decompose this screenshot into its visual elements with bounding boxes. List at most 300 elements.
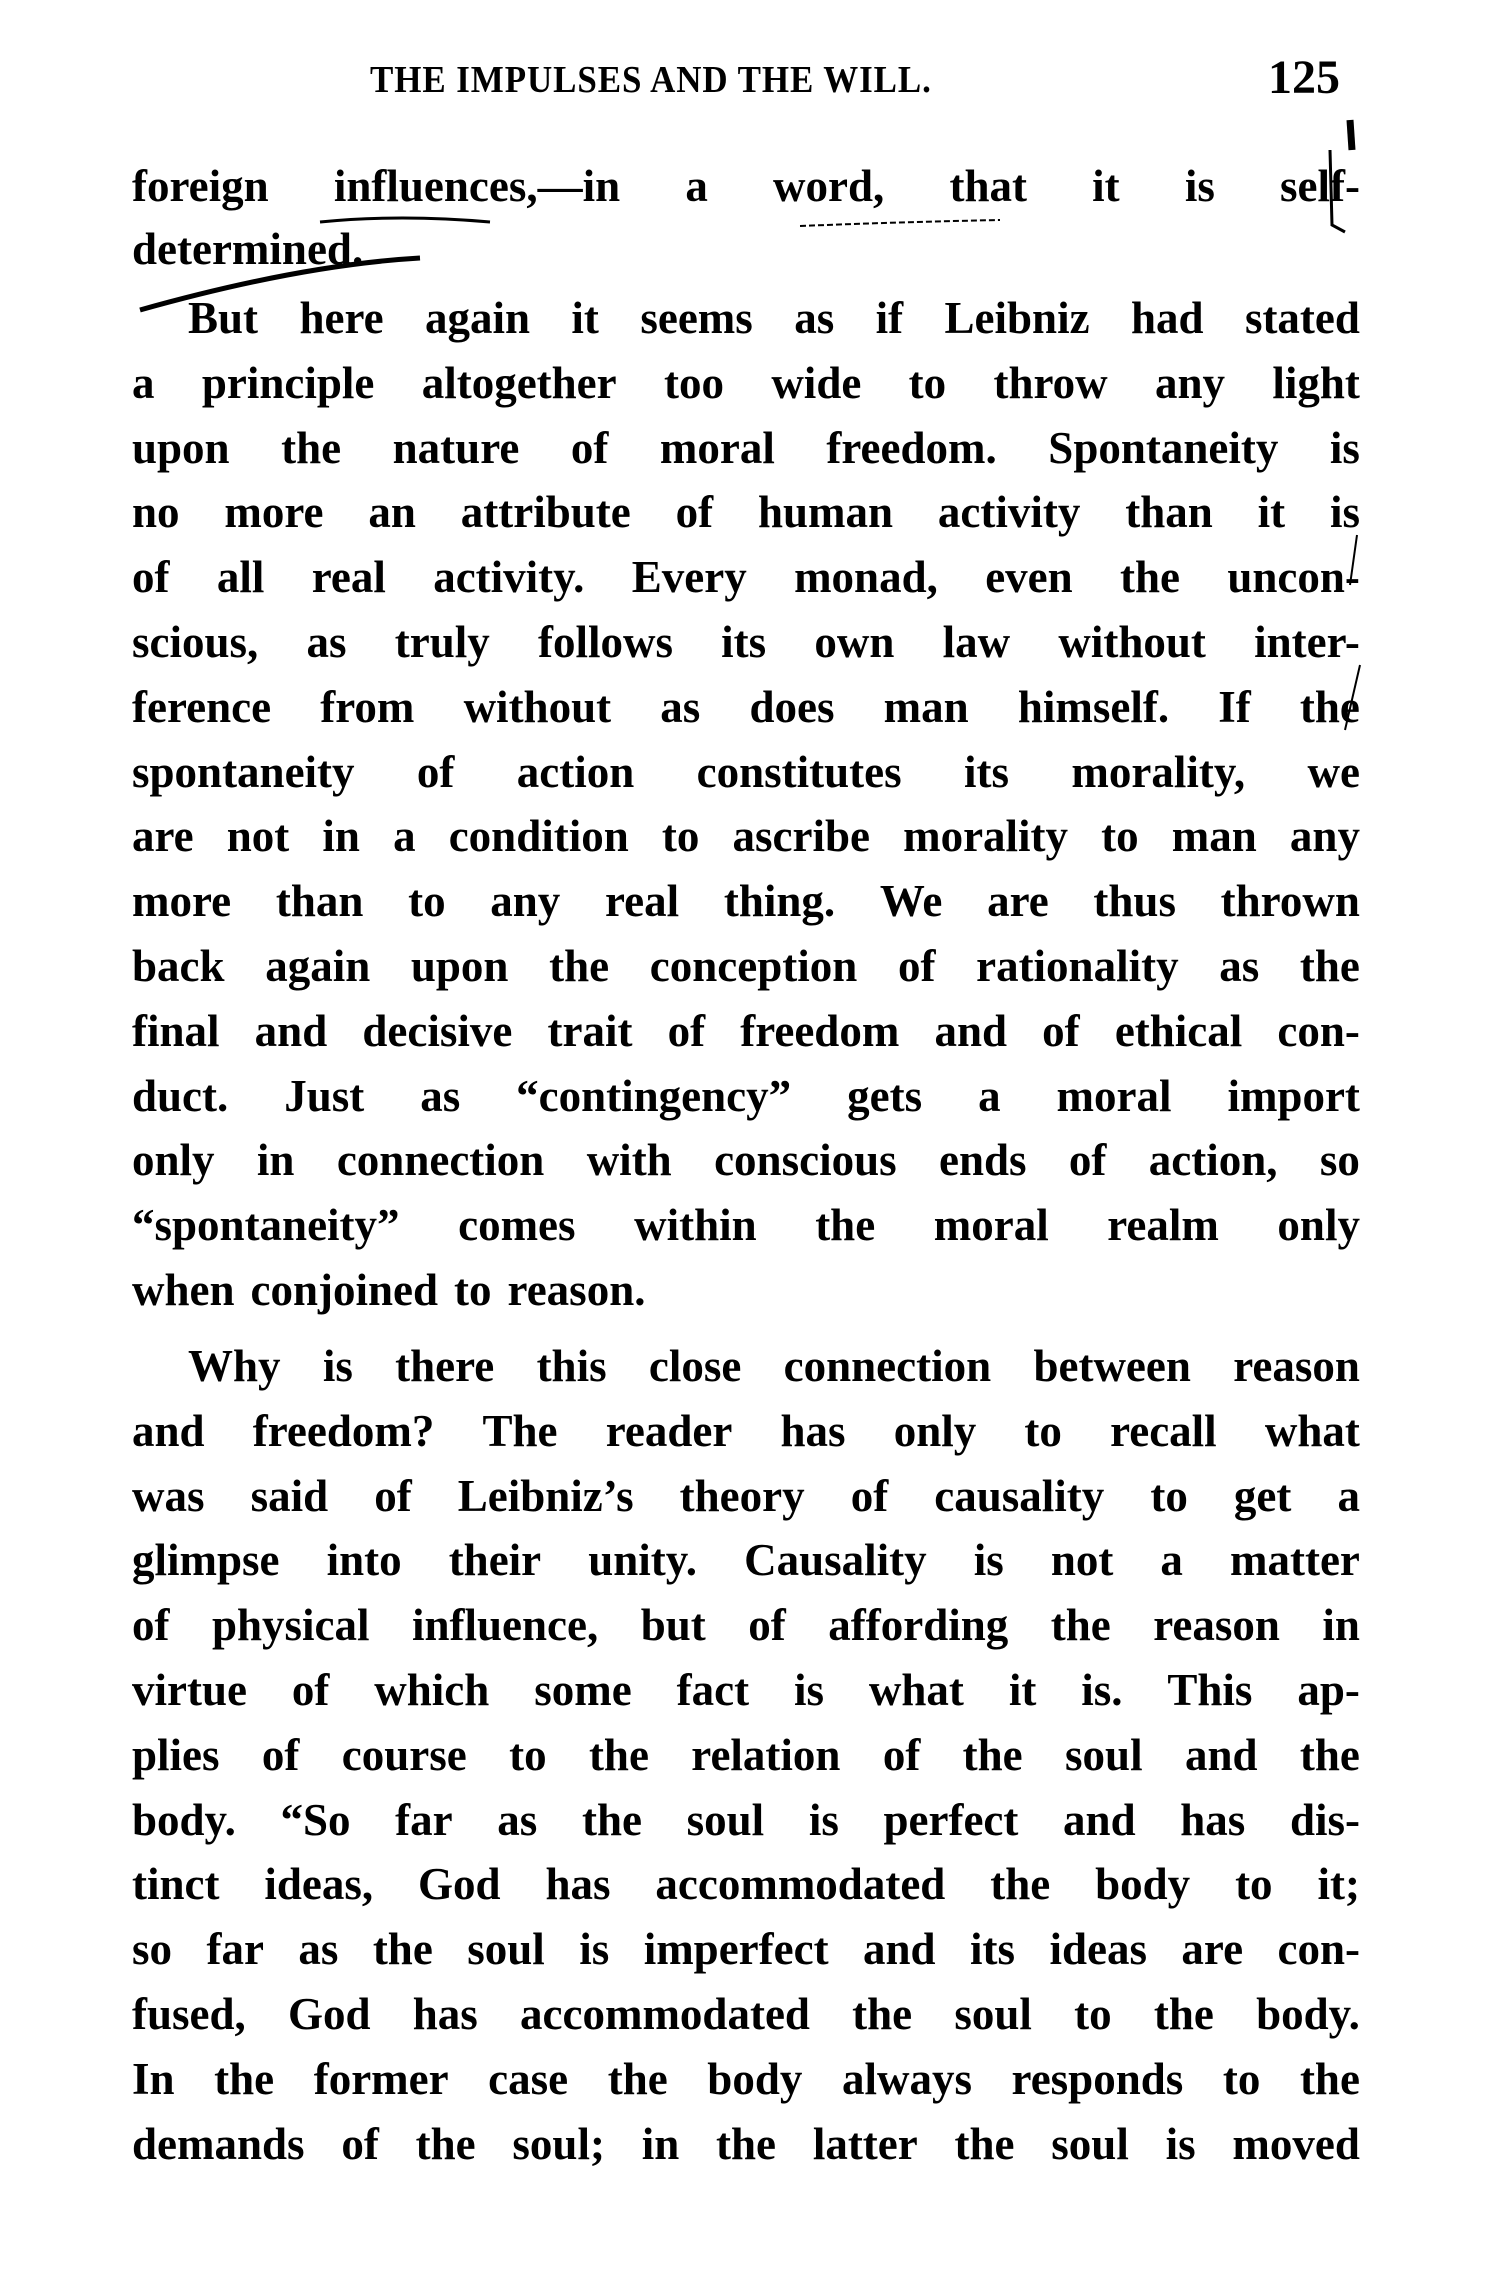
word: of — [667, 1005, 706, 1056]
word: too — [663, 357, 724, 408]
word: of — [882, 1729, 921, 1780]
word: man — [883, 681, 969, 732]
word: as — [420, 1070, 461, 1121]
word: so — [1319, 1135, 1360, 1186]
word: the — [588, 1729, 649, 1780]
word: upon — [132, 422, 230, 473]
word: virtue — [132, 1665, 247, 1715]
word: of — [132, 552, 170, 603]
word: stated — [1244, 293, 1360, 343]
word: far — [395, 1794, 453, 1845]
word: thing. — [723, 876, 836, 927]
text-line — [188, 1340, 1360, 1392]
text-line — [132, 1405, 1360, 1457]
text-line — [132, 1534, 1360, 1586]
word: a — [1160, 1535, 1183, 1586]
word: the — [815, 1200, 876, 1251]
word: principle — [201, 357, 375, 408]
word: fact — [676, 1665, 750, 1715]
word: soul — [954, 1989, 1032, 2039]
word: of — [261, 1729, 300, 1780]
word: light — [1272, 357, 1360, 408]
word: “So — [280, 1794, 351, 1845]
word: body — [707, 2053, 803, 2104]
word: more — [224, 487, 324, 538]
word: get — [1233, 1470, 1292, 1521]
text-line — [132, 1923, 1360, 1975]
word: not — [1050, 1535, 1114, 1586]
word: is — [808, 1794, 839, 1845]
word: case — [488, 2053, 569, 2104]
word: of — [570, 422, 609, 473]
text-line — [132, 746, 1360, 798]
word: the — [581, 1794, 642, 1845]
word: of — [374, 1470, 412, 1521]
word: is — [1184, 161, 1215, 211]
word: Every — [631, 552, 747, 603]
word: is — [1329, 487, 1360, 538]
word: said — [250, 1470, 329, 1521]
word: ends — [938, 1135, 1027, 1186]
word: its — [721, 617, 767, 667]
word: wide — [771, 357, 862, 408]
word: In — [132, 2053, 175, 2104]
word: morality, — [1071, 746, 1246, 797]
word: ideas — [1049, 1924, 1147, 1975]
word: tinct — [132, 1859, 220, 1910]
word: influence, — [412, 1600, 599, 1651]
word: it — [571, 293, 599, 343]
word: the — [852, 1989, 913, 2039]
word: their — [448, 1535, 542, 1586]
word: is — [1329, 422, 1360, 473]
word: in — [641, 2118, 680, 2169]
word: the — [549, 941, 610, 991]
word: as — [306, 617, 347, 667]
word: does — [749, 681, 835, 732]
text-line — [132, 2118, 1360, 2170]
word: latter — [812, 2118, 918, 2169]
word: far — [206, 1924, 264, 1975]
word: its — [964, 746, 1010, 797]
word: con- — [1277, 1924, 1360, 1975]
word: word, — [773, 161, 885, 211]
word: action, — [1148, 1135, 1278, 1186]
page-number: 125 — [1268, 51, 1340, 104]
word: body — [1095, 1859, 1191, 1910]
word: it — [1008, 1665, 1037, 1715]
word: no — [132, 487, 180, 538]
word: only — [893, 1405, 977, 1456]
word: but — [640, 1600, 706, 1651]
word: reason — [1153, 1600, 1280, 1651]
word: influences,—in — [333, 161, 621, 211]
word: conscious — [714, 1135, 897, 1186]
word: to — [1235, 1859, 1273, 1910]
word: duct. — [132, 1070, 229, 1121]
word: a — [1337, 1470, 1360, 1521]
word: uncon- — [1227, 552, 1360, 603]
word: reader — [605, 1405, 733, 1456]
word: in — [322, 811, 360, 862]
word: former — [313, 2053, 449, 2104]
word: truly — [394, 617, 490, 667]
word: upon — [410, 941, 509, 991]
word: body. — [1256, 1989, 1360, 2039]
word: ideas, — [264, 1859, 374, 1910]
word: the — [214, 2053, 275, 2104]
word: it; — [1317, 1859, 1360, 1910]
word: is — [1165, 2118, 1196, 2169]
word: as — [660, 681, 701, 732]
word: the — [1299, 681, 1360, 732]
word: freedom. — [826, 422, 997, 473]
word: any — [1289, 811, 1360, 862]
text-line — [132, 223, 1360, 275]
word: activity — [937, 487, 1081, 538]
word: to — [1150, 1470, 1188, 1521]
word: between — [1033, 1341, 1191, 1391]
word: relation — [691, 1729, 841, 1780]
text-line — [132, 875, 1360, 927]
word: so — [132, 1924, 173, 1975]
word: soul — [467, 1924, 545, 1975]
text-line — [132, 1470, 1360, 1522]
word: body. — [132, 1794, 236, 1845]
word: it — [1257, 487, 1286, 538]
word: is — [322, 1341, 353, 1391]
word: physical — [211, 1600, 370, 1651]
word: in — [256, 1135, 295, 1186]
word: of — [748, 1600, 786, 1651]
word: its — [970, 1924, 1016, 1975]
text-line — [132, 551, 1360, 603]
word: imperfect — [643, 1924, 829, 1975]
word: of — [416, 746, 455, 797]
word: all — [216, 552, 265, 603]
word: from — [320, 681, 415, 732]
text-line — [132, 681, 1360, 733]
word: affording — [828, 1600, 1009, 1651]
word: the — [1050, 1600, 1111, 1651]
word: God — [288, 1989, 371, 2039]
word: recall — [1110, 1405, 1217, 1456]
word: again — [265, 941, 371, 991]
word: is. — [1081, 1665, 1123, 1715]
word: morality — [903, 811, 1069, 862]
text-line — [132, 1599, 1360, 1651]
margin-mark — [1350, 120, 1352, 150]
word: as — [497, 1794, 538, 1845]
word: own — [814, 617, 895, 667]
word: the — [962, 1729, 1023, 1780]
word: the — [990, 1859, 1051, 1910]
word: import — [1227, 1070, 1360, 1121]
word: of — [1042, 1005, 1080, 1056]
word: is — [579, 1924, 610, 1975]
word: always — [841, 2053, 972, 2104]
word: we — [1307, 746, 1360, 797]
word: are — [987, 876, 1049, 927]
word: “spontaneity” — [132, 1200, 400, 1251]
text-line — [188, 292, 1360, 344]
word: only — [1277, 1200, 1360, 1251]
word: perfect — [883, 1794, 1019, 1845]
word: glimpse — [132, 1535, 280, 1586]
word: “contingency” — [516, 1070, 792, 1121]
word: which — [374, 1665, 490, 1715]
word: trait — [547, 1005, 633, 1056]
word: demands — [132, 2118, 305, 2169]
word: matter — [1230, 1535, 1360, 1586]
word: of — [675, 487, 714, 538]
word: soul — [686, 1794, 765, 1845]
running-header: THE IMPULSES AND THE WILL. — [370, 59, 932, 101]
word: the — [281, 422, 342, 473]
word: ap- — [1297, 1665, 1360, 1715]
text-line — [132, 1794, 1360, 1846]
word: accommodated — [520, 1989, 810, 2039]
word: to — [408, 876, 446, 927]
text-line — [132, 357, 1360, 409]
word: in — [1322, 1600, 1360, 1651]
word: to — [1222, 2053, 1261, 2104]
word: freedom? — [252, 1405, 435, 1456]
text-line — [132, 1199, 1360, 1251]
word: to — [454, 1265, 492, 1315]
word: what — [1264, 1405, 1360, 1456]
word: nature — [392, 422, 520, 473]
word: Leibniz’s — [457, 1470, 634, 1521]
word: decisive — [362, 1005, 513, 1056]
word: Causality — [744, 1535, 927, 1586]
word: The — [482, 1405, 558, 1456]
word: back — [132, 941, 225, 991]
word: of — [341, 2118, 379, 2169]
word: plies — [132, 1729, 220, 1780]
word: and — [934, 1005, 1008, 1056]
word: had — [1130, 293, 1204, 343]
word: the — [1299, 1729, 1360, 1780]
word: final — [132, 1005, 220, 1056]
word: man — [1171, 811, 1257, 862]
word: close — [648, 1341, 742, 1391]
word: this — [536, 1341, 607, 1391]
word: law — [942, 617, 1011, 667]
word: seems — [640, 293, 753, 343]
word: are — [1181, 1924, 1244, 1975]
word: is — [793, 1665, 824, 1715]
word: constitutes — [696, 746, 902, 797]
text-line — [132, 1988, 1360, 2040]
word: responds — [1011, 2053, 1184, 2104]
word: comes — [458, 1200, 576, 1251]
word: not — [226, 811, 290, 862]
word: as — [298, 1924, 339, 1975]
word: a — [685, 161, 708, 211]
word: the — [954, 2118, 1015, 2169]
word: when — [132, 1265, 235, 1315]
word: a — [393, 811, 416, 862]
word: than — [1125, 487, 1213, 538]
text-line — [132, 940, 1360, 992]
word: it — [1092, 161, 1120, 211]
text-line — [132, 160, 1360, 212]
word: monad, — [794, 552, 938, 603]
word: a — [132, 357, 155, 408]
word: determined. — [132, 224, 364, 274]
word: any — [1155, 357, 1226, 408]
word: But — [188, 293, 259, 343]
word: the — [372, 1924, 433, 1975]
word: thus — [1093, 876, 1176, 927]
word: of — [897, 941, 936, 991]
word: gets — [847, 1070, 923, 1121]
word: spontaneity — [132, 746, 355, 797]
word: is — [973, 1535, 1004, 1586]
word: the — [1299, 941, 1360, 991]
word: moved — [1232, 2118, 1360, 2169]
word: unity. — [588, 1535, 698, 1586]
word: course — [341, 1729, 467, 1780]
word: into — [326, 1535, 402, 1586]
word: ascribe — [732, 811, 870, 862]
word: the — [415, 2118, 476, 2169]
word: connection — [783, 1341, 992, 1391]
word: activity. — [433, 552, 585, 603]
word: has — [412, 1989, 478, 2039]
text-line — [132, 1005, 1360, 1057]
word: the — [716, 2118, 777, 2169]
word: If — [1218, 681, 1251, 732]
word: ference — [132, 681, 272, 732]
text-line — [132, 810, 1360, 862]
word: and — [1184, 1729, 1258, 1780]
word: what — [868, 1665, 964, 1715]
word: the — [1120, 552, 1181, 603]
word: causality — [934, 1470, 1105, 1521]
word: throw — [993, 357, 1108, 408]
word: Leibniz — [944, 293, 1090, 343]
word: foreign — [132, 161, 269, 211]
word: to — [1074, 1989, 1112, 2039]
word: the — [1153, 1989, 1214, 2039]
word: has — [780, 1405, 846, 1456]
word: real — [605, 876, 680, 927]
word: scious, — [132, 617, 259, 667]
word: Spontaneity — [1048, 422, 1279, 473]
word: attribute — [460, 487, 631, 538]
word: a — [978, 1070, 1001, 1121]
word: the — [1299, 2053, 1360, 2104]
word: thrown — [1220, 876, 1360, 927]
word: than — [275, 876, 364, 927]
word: ethical — [1114, 1005, 1243, 1056]
word: to — [509, 1729, 547, 1780]
word: some — [534, 1665, 632, 1715]
word: again — [424, 293, 531, 343]
word: We — [879, 876, 943, 927]
word: rationality — [976, 941, 1179, 991]
word: has — [1180, 1794, 1246, 1845]
word: con- — [1277, 1005, 1360, 1056]
text-line — [132, 1858, 1360, 1910]
text-line — [132, 1134, 1360, 1186]
text-line — [132, 1070, 1360, 1122]
word: and — [254, 1005, 328, 1056]
word: human — [757, 487, 894, 538]
word: without — [463, 681, 612, 732]
word: reason — [1233, 1341, 1360, 1391]
word: has — [545, 1859, 611, 1910]
word: moral — [1056, 1070, 1172, 1121]
word: as — [1219, 941, 1260, 991]
word: altogether — [421, 357, 617, 408]
word: any — [490, 876, 561, 927]
word: only — [132, 1135, 215, 1186]
word: conjoined — [250, 1265, 439, 1315]
word: accommodated — [655, 1859, 946, 1910]
word: and — [132, 1405, 205, 1456]
word: condition — [448, 811, 629, 862]
word: fused, — [132, 1989, 246, 2039]
word: soul; — [512, 2118, 605, 2169]
word: to — [908, 357, 947, 408]
word: self- — [1280, 161, 1360, 211]
word: to — [661, 811, 700, 862]
word: an — [368, 487, 416, 538]
word: to — [1024, 1405, 1062, 1456]
text-line — [132, 422, 1360, 474]
word: there — [395, 1341, 495, 1391]
word: God — [418, 1859, 501, 1910]
word: with — [586, 1135, 672, 1186]
word: more — [132, 876, 232, 927]
text-line — [132, 1729, 1360, 1781]
word: if — [875, 293, 904, 343]
word: and — [863, 1924, 936, 1975]
word: follows — [537, 617, 673, 667]
word: was — [132, 1470, 205, 1521]
underline-mark — [320, 218, 490, 222]
text-line — [132, 2053, 1360, 2105]
word: inter- — [1254, 617, 1360, 667]
word: and — [1063, 1794, 1136, 1845]
word: even — [985, 552, 1073, 603]
word: Why — [188, 1341, 281, 1391]
word: real — [311, 552, 386, 603]
word: as — [794, 293, 835, 343]
word: connection — [336, 1135, 545, 1186]
text-line — [132, 486, 1360, 538]
text-line — [132, 1264, 1360, 1316]
word: soul — [1051, 2118, 1129, 2169]
word: Just — [284, 1070, 365, 1121]
word: within — [634, 1200, 757, 1251]
word: that — [949, 161, 1027, 211]
text-line — [132, 616, 1360, 668]
word: without — [1058, 617, 1206, 667]
word: of — [1068, 1135, 1107, 1186]
word: dis- — [1289, 1794, 1360, 1845]
word: realm — [1107, 1200, 1219, 1251]
word: of — [132, 1600, 170, 1651]
word: to — [1101, 811, 1139, 862]
word: soul — [1065, 1729, 1143, 1780]
word: This — [1167, 1665, 1253, 1715]
word: the — [607, 2053, 668, 2104]
word: moral — [933, 1200, 1049, 1251]
